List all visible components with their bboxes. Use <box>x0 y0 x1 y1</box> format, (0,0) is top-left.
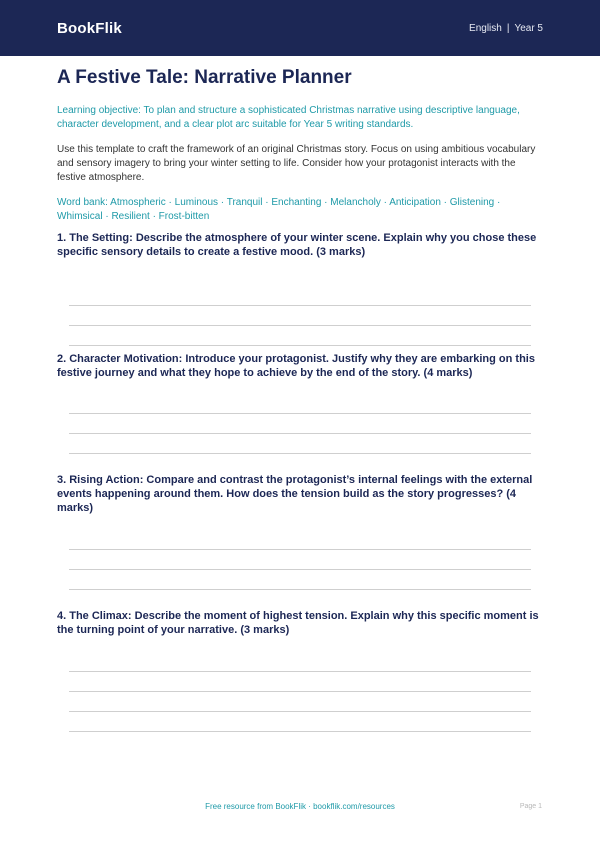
separator: | <box>506 22 510 34</box>
worksheet-content <box>0 67 600 224</box>
top-bar <box>0 0 600 56</box>
answer-line[interactable] <box>69 691 531 692</box>
question-3 <box>57 473 543 590</box>
answer-lines-4[interactable] <box>57 671 543 732</box>
question-4-text: 4. The Climax: Describe the moment of highest tension. Explain why this specific moment is the turning point of your narrative. (3 marks) <box>57 610 539 636</box>
subject-label: English <box>469 22 502 34</box>
answer-line[interactable] <box>69 433 531 434</box>
answer-lines-3[interactable] <box>57 549 543 590</box>
answer-line[interactable] <box>69 569 531 570</box>
brand-logo[interactable]: BookFlik <box>57 19 122 37</box>
year-label: Year 5 <box>514 22 543 34</box>
answer-lines-2[interactable] <box>57 413 543 454</box>
answer-line[interactable] <box>69 549 531 550</box>
intro-text: Use this template to craft the framework of an original Christmas story. Focus on using ambitious vocabulary and sensory imagery to bring your winter setting to life. Consider how your protagonist interacts with the festive atmosphere. <box>57 144 536 183</box>
answer-line[interactable] <box>69 305 531 306</box>
answer-line[interactable] <box>69 453 531 454</box>
answer-line[interactable] <box>69 711 531 712</box>
question-3-text: 3. Rising Action: Compare and contrast the protagonist’s internal feelings with the external events happening around them. How does the tension build as the story progresses? (4 marks) <box>57 474 533 514</box>
footer-resource-link[interactable]: Free resource from BookFlik · bookflik.com/resources <box>205 802 395 811</box>
subject-year-label <box>469 23 543 34</box>
answer-line[interactable] <box>69 671 531 672</box>
answer-lines-1[interactable] <box>57 305 543 346</box>
page-number: Page 1 <box>519 803 542 810</box>
answer-line[interactable] <box>69 589 531 590</box>
question-4 <box>57 609 543 732</box>
answer-line[interactable] <box>69 413 531 414</box>
answer-line[interactable] <box>69 325 531 326</box>
question-2-text: 2. Character Motivation: Introduce your protagonist. Justify why they are embarking on this festive journey and what they hope to achieve by the end of the story. (4 marks) <box>57 353 535 379</box>
learning-objective: Learning objective: To plan and structure a sophisticated Christmas narrative using descriptive language, character development, and a clear plot arc suitable for Year 5 writing standards. <box>57 105 520 130</box>
page-title: A Festive Tale: Narrative Planner <box>57 67 352 88</box>
word-bank: Word bank: Atmospheric · Luminous · Tranquil · Enchanting · Melancholy · Anticipation · Glistening · Whimsical · Resilient · Frost-bitten <box>57 197 501 222</box>
question-1-text: 1. The Setting: Describe the atmosphere of your winter scene. Explain why you chose these specific sensory details to create a festive mood. (3 marks) <box>57 232 537 258</box>
answer-line[interactable] <box>69 731 531 732</box>
question-1 <box>57 231 543 346</box>
answer-line[interactable] <box>69 345 531 346</box>
question-2 <box>57 352 543 454</box>
